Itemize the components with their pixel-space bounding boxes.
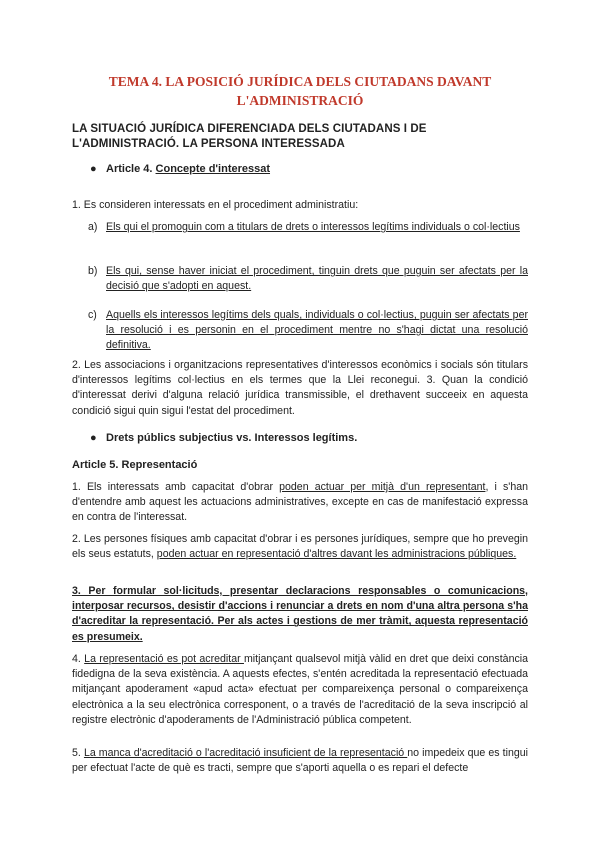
- item-text: Aquells els interessos legítims dels quals, individuals o col·lectius, puguin ser afectats per la resolució i es personin en el procediment mentre no s'hagi dictat una resolució definitiva.: [106, 309, 528, 352]
- page-title: TEMA 4. LA POSICIÓ JURÍDICA DELS CIUTADANS DAVANT L'ADMINISTRACIÓ: [108, 74, 492, 108]
- article-5-heading: Article 5. Representació: [72, 459, 198, 471]
- item-label: a): [88, 221, 98, 233]
- representation-paragraph-5: [72, 746, 528, 776]
- underlined-segment: La manca d'acreditació o l'acreditació insuficient de la representació: [83, 747, 408, 759]
- representation-paragraph-4: [72, 652, 528, 728]
- text-segment: 4.: [72, 653, 85, 665]
- text-segment: mitjançant qualsevol mitjà vàlid en dret que deixi constància fidedigna de la seva existència. A aquests efectes, s'entén acreditada la representació efectuada mitjançant apoderament «apud acta» efectuat per compareixença personal o compareixença electrònica a la seu electrònica corresponent, o a través de l'acreditació de la seva inscripció al registre electrònic d'apoderaments de l'Administració pública competent.: [72, 653, 529, 726]
- article-4-prefix: Article 4.: [106, 163, 156, 175]
- list-item-a: [88, 220, 528, 235]
- item-text: Els qui el promoguin com a titulars de drets o interessos legítims individuals o col·lectius: [106, 221, 520, 233]
- item-label: c): [88, 309, 97, 321]
- text-segment: 5.: [72, 747, 84, 759]
- paragraph-2: 2. Les associacions i organitzacions representatives d'interessos econòmics i socials són titulars d'interessos legítims col·lectius en els termes que la Llei reconegui. 3. Quan la condició d'interessat derivi d'alguna relació jurídica transmissible, el drethavent succeeix en aquesta condició sigui quin sigui l'estat del procediment.: [72, 359, 528, 417]
- text-segment: , i s'han d'entendre amb aquest les actuacions administratives, excepte en cas de manifestació expressa en contra de l'interessat.: [72, 481, 528, 524]
- representation-paragraph-2: [72, 532, 528, 562]
- bullet-article-4: [90, 162, 270, 177]
- underlined-segment: poden actuar en representació d'altres davant les administracions públiques.: [156, 548, 517, 561]
- bullet-rights-text: Drets públics subjectius vs. Interessos legítims.: [106, 432, 358, 444]
- bullet-rights: [90, 431, 357, 446]
- representation-paragraph-1: [72, 480, 528, 526]
- section-heading: LA SITUACIÓ JURÍDICA DIFERENCIADA DELS CIUTADANS I DE L'ADMINISTRACIÓ. LA PERSONA INTERESSADA: [72, 123, 427, 150]
- item-label: b): [88, 265, 98, 277]
- list-item-c: [88, 308, 528, 354]
- text-segment: 1. Els interessats amb capacitat d'obrar: [72, 481, 280, 493]
- representation-paragraph-3: 3. Per formular sol·licituds, presentar declaracions responsables o comunicacions, interposar recursos, desistir d'accions i renunciar a drets en nom d'una altra persona s'ha d'acreditar la representació. Per als actes i gestions de mer tràmit, aquesta representació es presumeix.: [72, 585, 528, 643]
- underlined-segment: poden actuar per mitjà d'un representant: [279, 481, 486, 493]
- article-4-link[interactable]: Concepte d'interessat: [155, 163, 271, 175]
- underlined-segment: La representació es pot acreditar: [84, 653, 244, 665]
- item-text: Els qui, sense haver iniciat el procediment, tinguin drets que puguin ser afectats per la decisió que s'adopti en aquest.: [106, 265, 528, 293]
- text-segment: no impedeix que es tingui per efectuat l'acte de què es tracti, sempre que s'aporti aquella o es repari el defecte: [72, 747, 528, 775]
- bullet-dot-icon: ●: [90, 163, 97, 175]
- list-item-b: [88, 264, 528, 294]
- bullet-dot-icon: ●: [90, 432, 97, 444]
- intro-paragraph: 1. Es consideren interessats en el procediment administratiu:: [72, 199, 359, 211]
- text-segment: 2. Les persones físiques amb capacitat d'obrar i es persones jurídiques, sempre que ho prevegin els seus estatuts,: [72, 533, 528, 561]
